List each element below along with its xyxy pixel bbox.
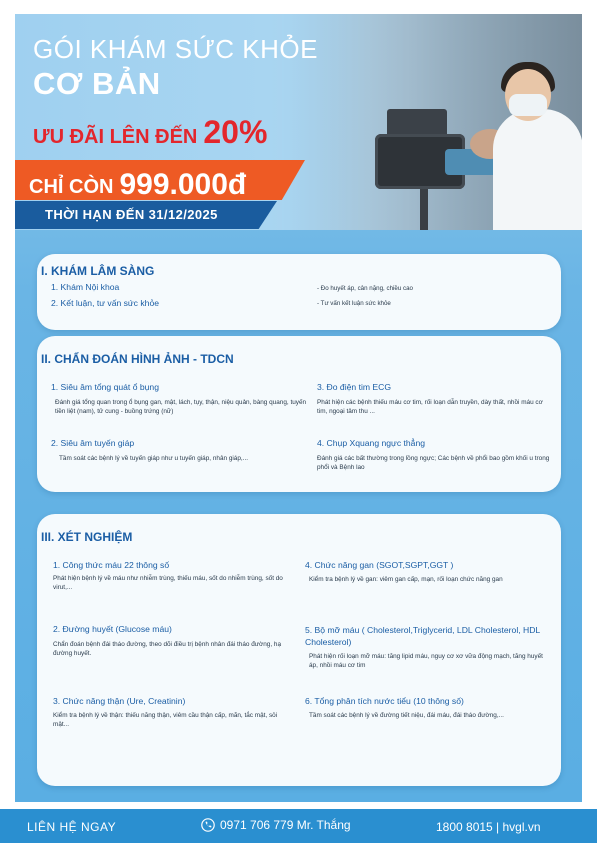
price-label: [29, 167, 246, 201]
package-subtitle: CƠ BẢN: [33, 66, 161, 101]
doctor-figure: [493, 109, 582, 230]
lab-item-desc: Chẩn đoán bệnh đái tháo đường, theo dõi điều trị bệnh nhân đái tháo đường, hạ đường huyết.: [53, 641, 282, 658]
imaging-item-title: 2. Siêu âm tuyến giáp: [51, 438, 135, 448]
lab-item-desc: Tầm soát các bệnh lý về đường tiết niệu, đái máu, đái tháo đường,...: [309, 712, 504, 719]
face-mask: [509, 94, 547, 116]
contact-footer: [0, 809, 597, 843]
section-lab-tests: [37, 514, 561, 786]
hero-banner: [15, 14, 582, 230]
phone-number[interactable]: 0971 706 779 Mr. Thắng: [220, 818, 351, 832]
section-title: II. CHẨN ĐOÁN HÌNH ẢNH - TDCN: [41, 352, 234, 366]
section-clinical-exam: [37, 254, 561, 330]
package-title: GÓI KHÁM SỨC KHỎE: [33, 34, 318, 64]
lab-item-title: 2. Đường huyết (Glucose máu): [53, 624, 172, 634]
imaging-item-title: 4. Chụp Xquang ngực thẳng: [317, 438, 426, 448]
imaging-item-title: 3. Đo điện tim ECG: [317, 382, 392, 392]
list-item: 2. Kết luận, tư vấn sức khỏe: [51, 298, 160, 308]
imaging-item-desc: Phát hiện các bệnh thiếu máu cơ tim, rối loạn dẫn truyền, dày thất, nhồi máu cơ tim, ngoại tâm thu ...: [317, 399, 543, 416]
machine-stand: [420, 189, 428, 230]
imaging-item-title: 1. Siêu âm tổng quát ổ bụng: [51, 382, 159, 392]
promo-line: [33, 114, 267, 151]
contact-label: LIÊN HỆ NGAY: [27, 820, 117, 834]
section-title: III. XÉT NGHIỆM: [41, 530, 133, 544]
imaging-item-desc: Đánh giá các bất thường trong lồng ngực; Các bệnh về phổi bao gồm khối u trong phổi và Bệnh lao: [317, 455, 550, 472]
imaging-item-desc: Đánh giá tổng quan trong ổ bụng gan, mật, lách, tụy, thận, niệu quản, bàng quang, tuyến tiền liệt (nam), tử cung - buồng trứng (nữ): [55, 399, 307, 416]
list-item: - Đo huyết áp, cân nặng, chiều cao: [317, 285, 413, 292]
phone-contact[interactable]: [201, 818, 351, 832]
price-prefix: CHỈ CÒN: [29, 176, 114, 198]
section-title: I. KHÁM LÂM SÀNG: [41, 264, 155, 278]
lab-item-title: 4. Chức năng gan (SGOT,SGPT,GGT ): [305, 560, 454, 570]
imaging-item-desc: Tầm soát các bệnh lý về tuyến giáp như u tuyến giáp, nhân giáp,...: [59, 455, 249, 462]
list-item: - Tư vấn kết luận sức khỏe: [317, 300, 391, 307]
lab-item-desc: Phát hiện rối loạn mỡ máu: tăng lipid máu, nguy cơ xơ vữa động mạch, tăng huyết áp, nhồi máu cơ tim: [309, 653, 543, 670]
lab-item-desc: Phát hiện bệnh lý về máu như nhiễm trùng, thiếu máu, sốt do nhiễm trùng, sốt do virut,...: [53, 575, 283, 592]
promo-text: ƯU ĐÃI LÊN ĐẾN: [33, 126, 198, 148]
price-amount: 999.000đ: [119, 168, 247, 201]
lab-item-title: 3. Chức năng thận (Ure, Creatinin): [53, 696, 186, 706]
poster: [15, 14, 582, 802]
lab-item-title: 6. Tổng phân tích nước tiểu (10 thông số): [305, 696, 464, 706]
ultrasound-monitor: [387, 109, 447, 137]
lab-item-desc: Kiểm tra bệnh lý về thận: thiếu năng thận, viêm cầu thận cấp, mãn, tắc mật, sỏi mật...: [53, 712, 278, 729]
promo-percent: 20%: [203, 114, 268, 150]
deadline-text: THỜI HẠN ĐẾN 31/12/2025: [45, 207, 218, 222]
section-imaging: [37, 336, 561, 492]
lab-item-title: 5. Bộ mỡ máu ( Cholesterol,Triglycerid, LDL Cholesterol, HDL Cholesterol): [305, 625, 540, 647]
list-item: 1. Khám Nội khoa: [51, 282, 120, 292]
hotline-website[interactable]: 1800 8015 | hvgl.vn: [436, 820, 541, 834]
lab-item-title: 1. Công thức máu 22 thông số: [53, 560, 170, 570]
lab-item-desc: Kiểm tra bệnh lý về gan: viêm gan cấp, mạn, rối loạn chức năng gan: [309, 576, 503, 583]
phone-icon: [201, 818, 215, 832]
